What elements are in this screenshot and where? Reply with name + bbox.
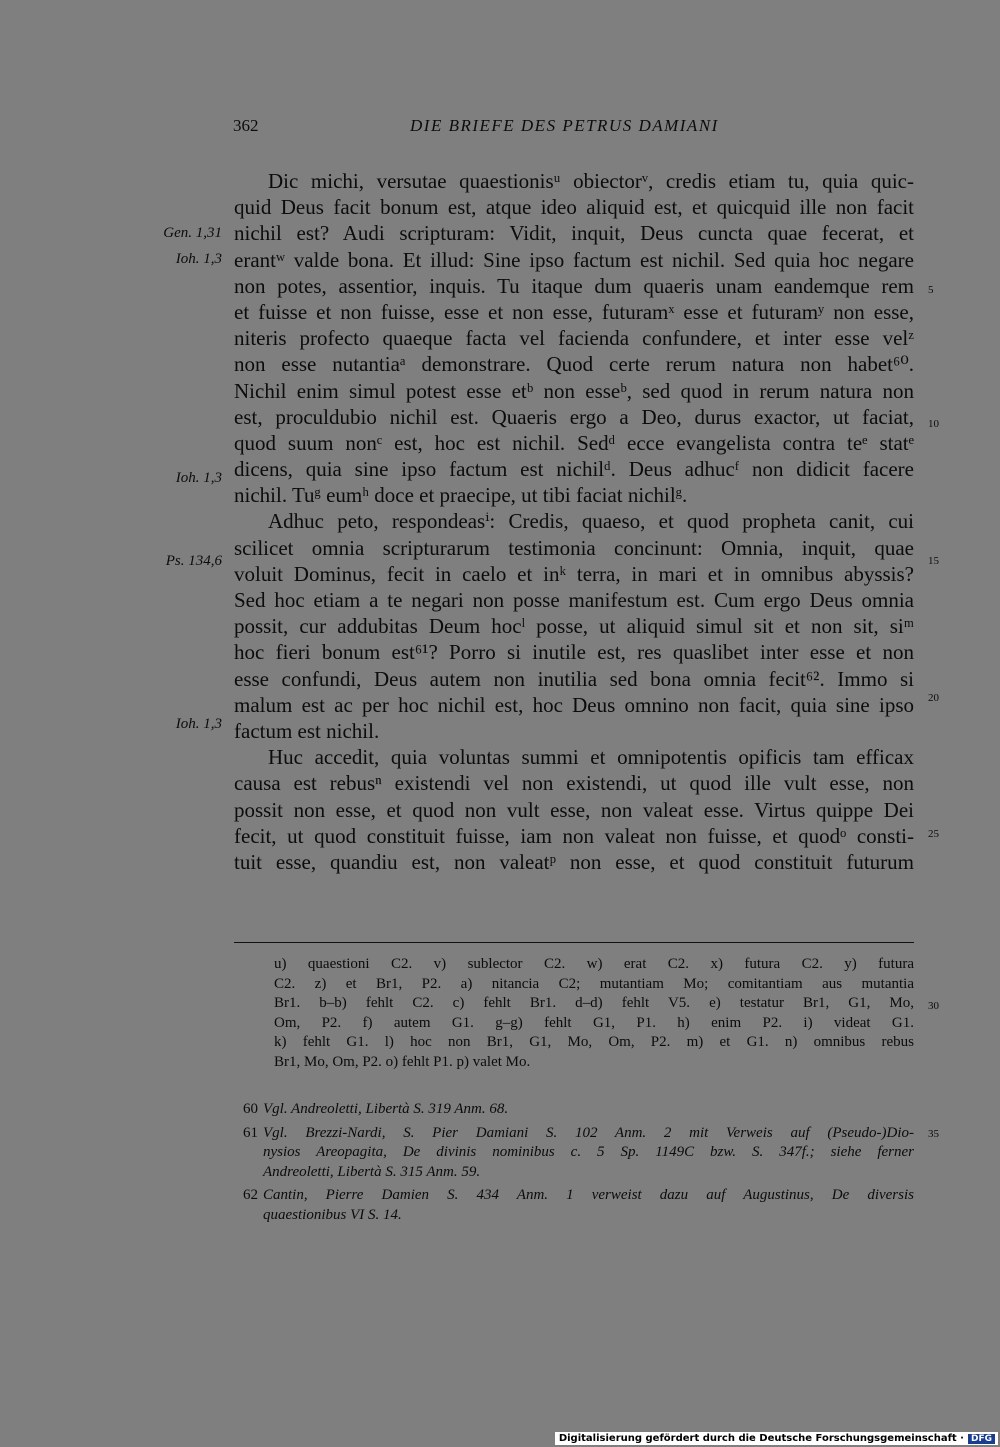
margin-reference: Gen. 1,31	[163, 225, 222, 241]
line-number: 25	[928, 828, 939, 840]
margin-reference: Ioh. 1,3	[175, 470, 222, 486]
footnote-text: Cantin, Pierre Damien S. 434 Anm. 1 verweist dazu auf Augustinus, De diversis	[263, 1187, 914, 1204]
dfg-logo-icon: DFG	[968, 1434, 995, 1444]
margin-reference: Ioh. 1,3	[175, 251, 222, 267]
footnote	[243, 1100, 914, 1120]
footnote-text: quaestionibus VI S. 14.	[263, 1206, 402, 1223]
footnote-rule	[234, 942, 914, 943]
critical-apparatus	[274, 955, 914, 1073]
text-line: tuit esse, quandiu est, non valeatᵖ non esse, et quod constituit futurum	[234, 849, 914, 874]
text-line: Nichil enim simul potest esse etᵇ non esseᵇ, sed quod in rerum natura non	[234, 378, 914, 403]
text-line: est, proculdubio nichil est. Quaeris ergo a Deo, durus exactor, ut faciat,	[234, 404, 914, 429]
footnotes	[243, 1100, 914, 1226]
line-number: 30	[928, 1000, 939, 1012]
footnote-text: Vgl. Brezzi-Nardi, S. Pier Damiani S. 102 Anm. 2 mit Verweis auf (Pseudo-)Dio-	[263, 1124, 914, 1141]
footnote-text: Andreoletti, Libertà S. 315 Anm. 59.	[263, 1163, 481, 1180]
text-line: non potes, assentior, inquis. Tu itaque dum quaeris unam eandemque rem	[234, 273, 914, 298]
apparatus-line: u) quaestioni C2. v) sublector C2. w) erat C2. x) futura C2. y) futura	[274, 956, 914, 972]
apparatus-line: Br1, Mo, Om, P2. o) fehlt P1. p) valet Mo.	[274, 1053, 531, 1070]
line-number: 10	[928, 418, 939, 430]
line-number: 5	[928, 284, 934, 296]
dfg-credit-banner	[555, 1432, 998, 1445]
text-line: dicens, quia sine ipso factum est nichilᵈ. Deus adhucᶠ non didicit facere	[234, 457, 914, 482]
footnote-text: Vgl. Andreoletti, Libertà S. 319 Anm. 68.	[263, 1101, 509, 1117]
footnote	[243, 1186, 914, 1225]
footnote-number: 62	[243, 1187, 258, 1204]
text-line: nichil est? Audi scripturam: Vidit, inquit, Deus cuncta quae fecerat, et	[234, 221, 914, 246]
text-line: possit, cur addubitas Deum hocˡ posse, ut aliquid simul sit et non sit, siᵐ	[234, 614, 914, 639]
line-number: 15	[928, 555, 939, 567]
text-line: possit non esse, et quod non vult esse, non valeat esse. Virtus quippe Dei	[234, 797, 914, 822]
text-line: non esse nutantiaᵃ demonstrare. Quod certe rerum natura non habet⁶⁰.	[234, 352, 914, 377]
margin-reference: Ioh. 1,3	[175, 716, 222, 732]
text-line: malum est ac per hoc nichil est, hoc Deus omnino non facit, quia sine ipso	[234, 692, 914, 717]
page-number: 362	[233, 116, 259, 135]
text-line: Huc accedit, quia voluntas summi et omnipotentis opificis tam efficax	[268, 745, 914, 770]
text-line: et fuisse et non fuisse, esse et non esse, futuramˣ esse et futuramʸ non esse,	[234, 299, 914, 324]
text-line: nichil. Tuᵍ eumʰ doce et praecipe, ut tibi faciat nichilᵍ.	[234, 483, 688, 508]
footnote-number: 61	[243, 1124, 258, 1141]
apparatus-line: Br1. b–b) fehlt C2. c) fehlt Br1. d–d) fehlt V5. e) testatur Br1, G1, Mo,	[274, 995, 914, 1012]
text-line: hoc fieri bonum est⁶¹? Porro si inutile est, res quaslibet inter esse et non	[234, 640, 914, 665]
text-line: quod suum nonᶜ est, hoc est nichil. Sedᵈ ecce evangelista contra teᵉ statᵉ	[234, 430, 914, 455]
apparatus-line: k) fehlt G1. l) hoc non Br1, G1, Mo, Om, P2. m) et G1. n) omnibus rebus	[274, 1034, 914, 1051]
text-line: erantʷ valde bona. Et illud: Sine ipso factum est nichil. Sed quia hoc negare	[234, 247, 914, 272]
text-line: niteris profecto quaeque facta vel facienda confundere, et inter esse velᶻ	[234, 326, 914, 351]
text-line: quid Deus facit bonum est, atque ideo aliquid est, et quicquid ille non facit	[234, 195, 914, 220]
line-number: 35	[928, 1128, 939, 1140]
text-line: scilicet omnia scripturarum testimonia concinunt: Omnia, inquit, quae	[234, 535, 914, 560]
apparatus-line: C2. z) et Br1, P2. a) nitancia C2; mutantiam Mo; comitantiam aus mutantia	[274, 975, 914, 992]
text-line: Sed hoc etiam a te negari non posse manifestum est. Cum ergo Deus omnia	[234, 588, 914, 612]
text-line: Adhuc peto, respondeasⁱ: Credis, quaeso, et quod propheta canit, cui	[268, 509, 914, 534]
apparatus-line: Om, P2. f) autem G1. g–g) fehlt G1, P1. h) enim P2. i) videat G1.	[274, 1014, 914, 1031]
text-line: causa est rebusⁿ existendi vel non existendi, ut quod ille vult esse, non	[234, 771, 914, 796]
footnote-number: 60	[243, 1101, 258, 1117]
line-number: 20	[928, 692, 939, 704]
text-line: Dic michi, versutae quaestionisᵘ obiectorᵛ, credis etiam tu, quia quic-	[268, 169, 914, 193]
footnote	[243, 1124, 914, 1183]
footnote-text: nysios Areopagita, De divinis nominibus c. 5 Sp. 1149C bzw. S. 347f.; siehe ferner	[263, 1144, 914, 1161]
margin-reference: Ps. 134,6	[165, 553, 222, 569]
main-text	[234, 168, 914, 875]
text-line: esse confundi, Deus autem non inutilia sed bona omnia fecit⁶². Immo si	[234, 666, 914, 691]
text-line: fecit, ut quod constituit fuisse, iam non valeat non fuisse, et quodᵒ consti-	[234, 823, 914, 848]
text-line: factum est nichil.	[234, 718, 380, 743]
running-title: DIE BRIEFE DES PETRUS DAMIANI	[410, 116, 719, 135]
credit-text: Digitalisierung gefördert durch die Deutsche Forschungsgemeinschaft ·	[558, 1433, 964, 1444]
text-line: voluit Dominus, fecit in caelo et inᵏ terra, in mari et in omnibus abyssis?	[234, 561, 914, 586]
